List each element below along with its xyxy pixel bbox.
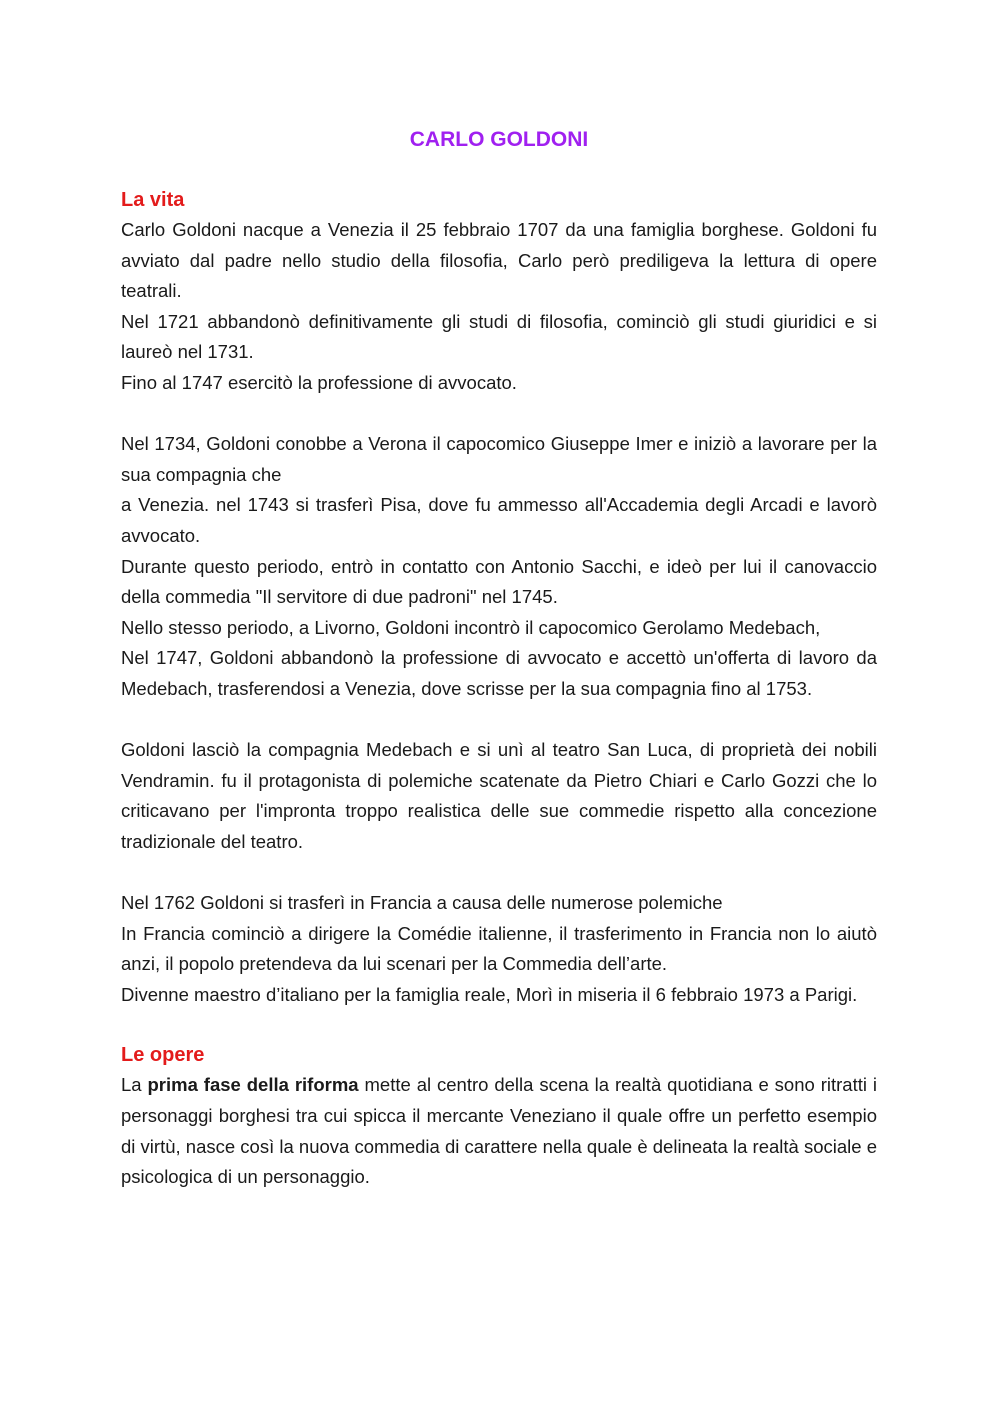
paragraph: In Francia cominciò a dirigere la Comédie italienne, il trasferimento in Francia non lo aiutò anzi, il popolo pretendeva da lui scenari per la Commedia dell’arte.	[121, 922, 877, 975]
paragraph: Goldoni lasciò la compagnia Medebach e si unì al teatro San Luca, di proprietà dei nobili Vendramin. fu il protagonista di polemiche scatenate da Pietro Chiari e Carlo Gozzi che lo criticavano per l'impronta troppo realistica delle sue commedie rispetto alla concezione tradizionale del teatro.	[121, 739, 877, 852]
bold-phrase: prima fase della riforma	[147, 1074, 359, 1096]
paragraph: Durante questo periodo, entrò in contatto con Antonio Sacchi, e ideò per lui il canovaccio della commedia "Il servitore di due padroni" nel 1745.	[121, 555, 877, 608]
section-heading-la-vita: La vita	[121, 189, 185, 211]
paragraph: Fino al 1747 esercitò la professione di avvocato.	[121, 371, 517, 393]
paragraph: Divenne maestro d’italiano per la famiglia reale, Morì in miseria il 6 febbraio 1973 a Parigi.	[121, 983, 858, 1005]
document-page	[121, 120, 877, 1193]
document-title: CARLO GOLDONI	[409, 128, 589, 151]
paragraph: Nel 1762 Goldoni si trasferì in Francia a causa delle numerose polemiche	[121, 892, 723, 914]
paragraph-gap	[121, 705, 877, 736]
paragraph-gap	[121, 857, 877, 888]
paragraph: Nel 1734, Goldoni conobbe a Verona il capocomico Giuseppe Imer e iniziò a lavorare per la sua compagnia che	[121, 433, 877, 485]
paragraph-gap	[121, 399, 877, 430]
paragraph: Nel 1747, Goldoni abbandonò la professione di avvocato e accettò un'offerta di lavoro da Medebach, trasferendosi a Venezia, dove scrisse per la sua compagnia fino al 1753.	[121, 647, 877, 699]
paragraph-rest: mette al centro della scena la realtà quotidiana e sono ritratti i personaggi borghesi tra cui spicca il mercante Veneziano il quale offre un perfetto esempio di virtù, nasce così la nuova commedia di carattere nella quale è delineata la realtà sociale e psicologica di un personaggio.	[121, 1074, 877, 1188]
paragraph-intro: La	[121, 1074, 142, 1096]
paragraph: Nel 1721 abbandonò definitivamente gli studi di filosofia, cominciò gli studi giuridici e si laureò nel 1731.	[121, 310, 877, 363]
paragraph-prima-fase	[121, 1070, 877, 1192]
paragraph: Carlo Goldoni nacque a Venezia il 25 febbraio 1707 da una famiglia borghese. Goldoni fu avviato dal padre nello studio della filosofia, Carlo però prediligeva la lettura di opere teatrali.	[121, 219, 877, 302]
paragraph: Nello stesso periodo, a Livorno, Goldoni incontrò il capocomico Gerolamo Medebach,	[121, 616, 821, 638]
paragraph: a Venezia. nel 1743 si trasferì Pisa, dove fu ammesso all'Accademia degli Arcadi e lavorò avvocato.	[121, 494, 877, 546]
section-heading-le-opere: Le opere	[121, 1044, 205, 1067]
